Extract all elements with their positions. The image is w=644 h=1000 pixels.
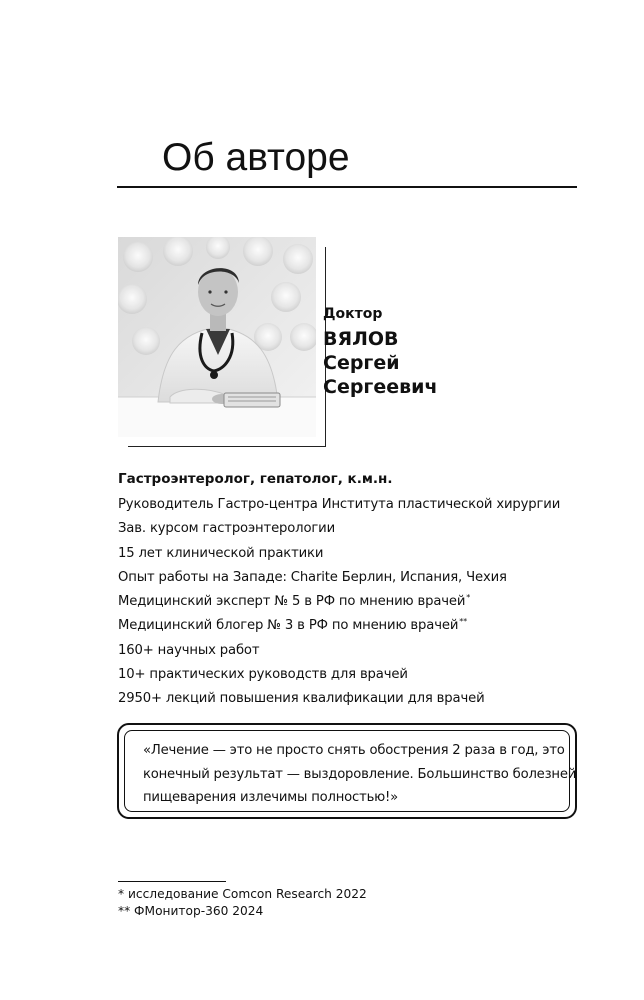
list-item [118,639,588,663]
list-item-text: 15 лет клинической практики [118,545,324,561]
list-item-text: Медицинский блогер № 3 в РФ по мнению врачей [118,618,459,634]
title-divider [117,186,577,188]
list-item [118,542,588,566]
footnote-item: ** ФМонитор-360 2024 [118,904,264,918]
photo-frame-line-bottom [128,446,326,447]
page-title: Об авторе [162,136,350,179]
footnotes [118,886,367,920]
quote-line: пищеварения излечимы полностью!» [143,790,398,805]
list-item [118,493,588,517]
footnote-divider [118,881,226,882]
list-item [118,517,588,541]
credentials-section [118,469,588,712]
list-item [118,687,588,711]
list-item [118,590,588,614]
author-surname: ВЯЛОВ [323,328,399,350]
list-item-text: Зав. курсом гастроэнтерологии [118,521,335,537]
footnote-item: * исследование Comcon Research 2022 [118,887,367,901]
footnote-marker: * [466,592,471,602]
doctor-label: Доктор [323,306,383,322]
list-item-text: Медицинский эксперт № 5 в РФ по мнению врачей [118,594,466,610]
author-first-name: Сергей [323,352,400,374]
list-item-text: Опыт работы на Западе: Charite Берлин, Испания, Чехия [118,569,507,585]
list-item [118,566,588,590]
author-name-block [323,305,438,399]
list-item [118,663,588,687]
quote-line: конечный результат — выздоровление. Большинство болезней [143,766,577,782]
credentials-title: Гастроэнтеролог, гепатолог, к.м.н. [118,471,393,487]
list-item [118,614,588,638]
author-patronymic: Сергеевич [323,376,438,398]
list-item-text: 2950+ лекций повышения квалификации для врачей [118,691,485,707]
quote-box [117,723,577,819]
credentials-list [118,493,588,712]
quote-text [143,739,577,810]
doctor-portrait-icon [118,237,316,437]
list-item-text: 10+ практических руководств для врачей [118,667,408,683]
list-item-text: 160+ научных работ [118,642,260,658]
quote-box-inner [124,730,577,812]
footnote-marker: ** [459,617,467,627]
list-item-text: Руководитель Гастро-центра Института пластической хирургии [118,497,561,512]
author-photo [118,237,316,437]
quote-line: «Лечение — это не просто снять обострения 2 раза в год, это [143,743,565,758]
